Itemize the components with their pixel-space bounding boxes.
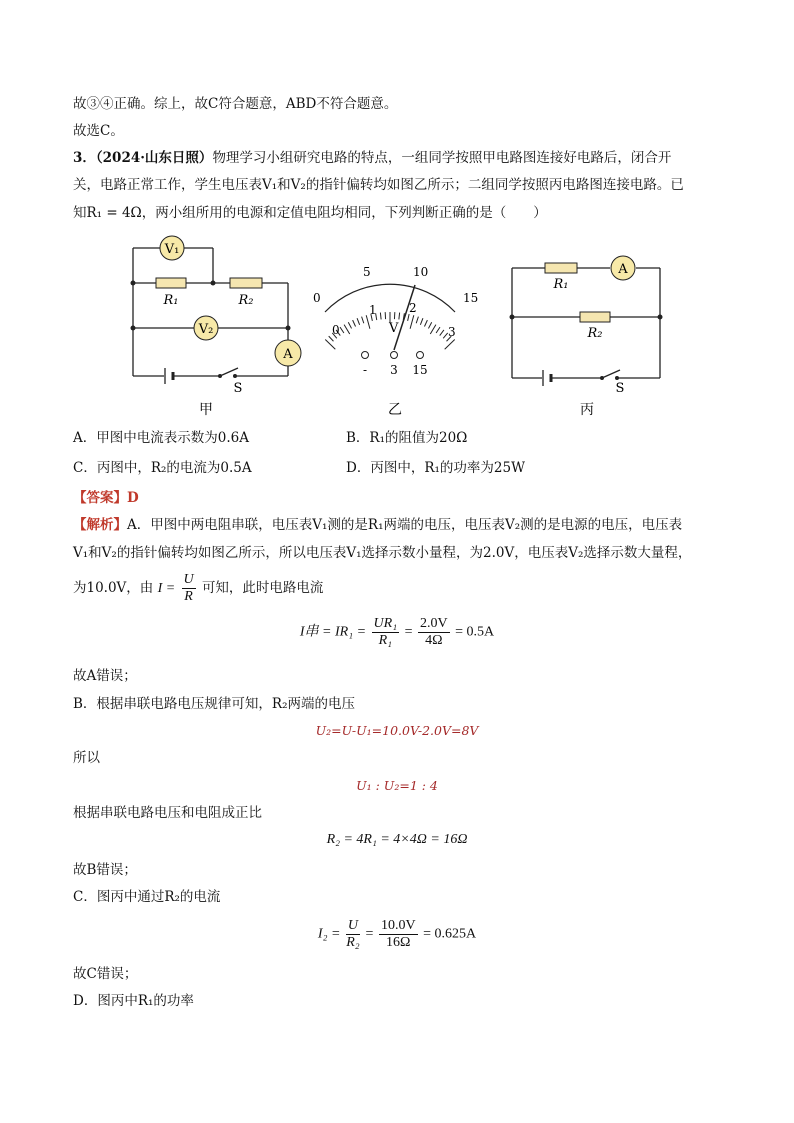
scale-tick xyxy=(424,320,427,326)
scale-tick xyxy=(410,315,414,329)
scale-tick xyxy=(430,325,436,334)
option-d: D．丙图中，R₁的功率为25W xyxy=(346,460,525,476)
equation-5: I₂ = $\frac{U}{\text{R₂}}$ = $\frac{10.0V}{16\Omega}$ = 0.625A xyxy=(317,918,477,950)
eq1-frac1: $\frac{\text{UR₁}}{\text{R₁}}$ xyxy=(373,616,398,648)
q3-line1 xyxy=(73,148,671,168)
q3-number: 3． xyxy=(73,150,96,166)
unit-v: V xyxy=(389,321,399,336)
scale-tick xyxy=(344,325,350,334)
terminal-15: 15 xyxy=(412,363,428,377)
outer-tick-5: 5 xyxy=(363,265,371,279)
formula-u: U xyxy=(183,572,194,587)
option-a: A．甲图中电流表示数为0.6A xyxy=(73,430,249,446)
scale-tick xyxy=(340,327,344,333)
inner-tick-0: 0 xyxy=(332,323,340,337)
analysis-a1: A．甲图中两电阻串联，电压表V₁测的是R₁两端的电压，电压表V₂测的是电源的电压，电压表 xyxy=(127,517,683,533)
scale-tick xyxy=(357,318,360,325)
equation-3: U₁ : U₂=1 : 4 xyxy=(356,778,438,793)
c-wrong: 故C错误； xyxy=(73,966,138,982)
analysis-b2: 根据串联电路电压和电阻成正比 xyxy=(73,805,262,821)
inner-tick-3: 3 xyxy=(448,325,456,339)
analysis-line2: V₁和V₂的指针偏转均如图乙所示，所以电压表V₁选择示数小量程，为2.0V，电压表V₂选择示数大量程， xyxy=(73,545,692,561)
switch-label: S xyxy=(233,381,243,396)
scale-tick xyxy=(440,330,444,336)
eq1-frac2: $\frac{2.0V}{4\Omega}$ xyxy=(419,616,448,648)
bing-ammeter-label: A xyxy=(618,262,628,277)
circuit-jia xyxy=(120,230,310,430)
outer-tick-10: 10 xyxy=(413,265,429,279)
formula-r: R xyxy=(184,589,193,604)
eq5-frac2: $\frac{10.0V}{16\Omega}$ xyxy=(380,918,416,950)
eq5-frac1: $\frac{U}{\text{R₂}}$ xyxy=(346,918,360,950)
line-choose: 故选C。 xyxy=(73,123,124,139)
q3-line2: 关，电路正常工作，学生电压表V₁和V₂的指针偏转均如图乙所示；二组同学按照丙电路图连接电路。已 xyxy=(73,177,684,193)
scale-tick xyxy=(428,322,431,328)
analysis-a3a: 为10.0V，由 xyxy=(73,580,154,596)
formula-frac xyxy=(182,572,196,605)
bing-r2-label: R₂ xyxy=(587,326,603,341)
analysis-tag: 【解析】 xyxy=(73,517,127,533)
r2-label: R₂ xyxy=(238,293,254,308)
v1-label: V₁ xyxy=(164,242,180,257)
eq5-lhs: I₂ = xyxy=(317,926,341,942)
equation-4: R₂ = 4R₁ = 4×4Ω = 16Ω xyxy=(326,832,468,847)
answer-tag: 【答案】 xyxy=(73,490,127,506)
option-b: B．R₁的阻值为20Ω xyxy=(346,430,468,446)
outer-tick-15: 15 xyxy=(463,291,479,305)
analysis-b1: B．根据串联电路电压规律可知，R₂两端的电压 xyxy=(73,696,355,712)
analysis-line1 xyxy=(73,515,682,535)
ammeter-label: A xyxy=(283,347,293,362)
option-c: C．丙图中，R₂的电流为0.5A xyxy=(73,460,252,476)
bing-switch-label: S xyxy=(615,381,625,396)
answer-value: D xyxy=(127,490,139,506)
voltmeter-yi xyxy=(303,262,488,432)
analysis-line3 xyxy=(73,572,323,605)
scale-tick xyxy=(366,315,370,329)
formula-i: I = xyxy=(157,581,176,596)
scale-tick xyxy=(380,313,381,320)
caption-yi: 乙 xyxy=(388,402,402,418)
answer-line xyxy=(73,488,139,508)
caption-jia: 甲 xyxy=(199,402,213,418)
scale-tick xyxy=(420,318,423,325)
terminal-3: 3 xyxy=(390,363,398,377)
a-wrong: 故A错误； xyxy=(73,668,137,684)
scale-tick xyxy=(348,322,351,328)
eq1-result: = 0.5A xyxy=(455,624,495,640)
eq1-lhs: I串 = IR₁ = xyxy=(299,624,367,640)
b-wrong: 故B错误； xyxy=(73,862,137,878)
scale-tick xyxy=(362,317,364,324)
analysis-so: 所以 xyxy=(73,750,100,766)
equation-2: U₂=U-U₁=10.0V-2.0V=8V xyxy=(315,723,479,738)
bing-r1-label: R₁ xyxy=(553,277,569,292)
inner-tick-2: 2 xyxy=(409,301,417,315)
analysis-d1: D．图丙中R₁的功率 xyxy=(73,993,194,1009)
equation-1: I串 = IR₁ = $\frac{\text{UR₁}}{\text{R₁}}$ = $\frac{2.0V}{4\Omega}$ = 0.5A xyxy=(299,616,495,648)
outer-tick-0: 0 xyxy=(313,291,321,305)
analysis-a3b: 可知，此时电路电流 xyxy=(201,580,324,596)
eq5-result: = 0.625A xyxy=(423,926,477,942)
scale-tick xyxy=(408,314,409,321)
inner-tick-1: 1 xyxy=(369,303,377,317)
q3-text1: 物理学习小组研究电路的特点，一组同学按照甲电路图连接好电路后，闭合开 xyxy=(212,150,672,166)
caption-bing: 丙 xyxy=(580,402,594,418)
r1-label: R₁ xyxy=(163,293,179,308)
q3-line3: 知R₁ = 4Ω，两小组所用的电源和定值电阻均相同，下列判断正确的是（ ） xyxy=(73,205,547,221)
analysis-c1: C．图丙中通过R₂的电流 xyxy=(73,889,221,905)
line-conclusion: 故③④正确。综上，故C符合题意，ABD不符合题意。 xyxy=(73,96,398,112)
scale-tick xyxy=(416,317,418,324)
q3-source: （2024·山东日照） xyxy=(95,150,213,166)
scale-tick xyxy=(353,320,356,326)
scale-tick xyxy=(325,339,335,349)
scale-tick xyxy=(399,313,400,320)
v2-label: V₂ xyxy=(198,322,214,337)
scale-tick xyxy=(445,339,455,349)
circuit-bing xyxy=(500,250,680,425)
terminal-neg: - xyxy=(362,363,368,377)
scale-tick xyxy=(436,327,440,333)
